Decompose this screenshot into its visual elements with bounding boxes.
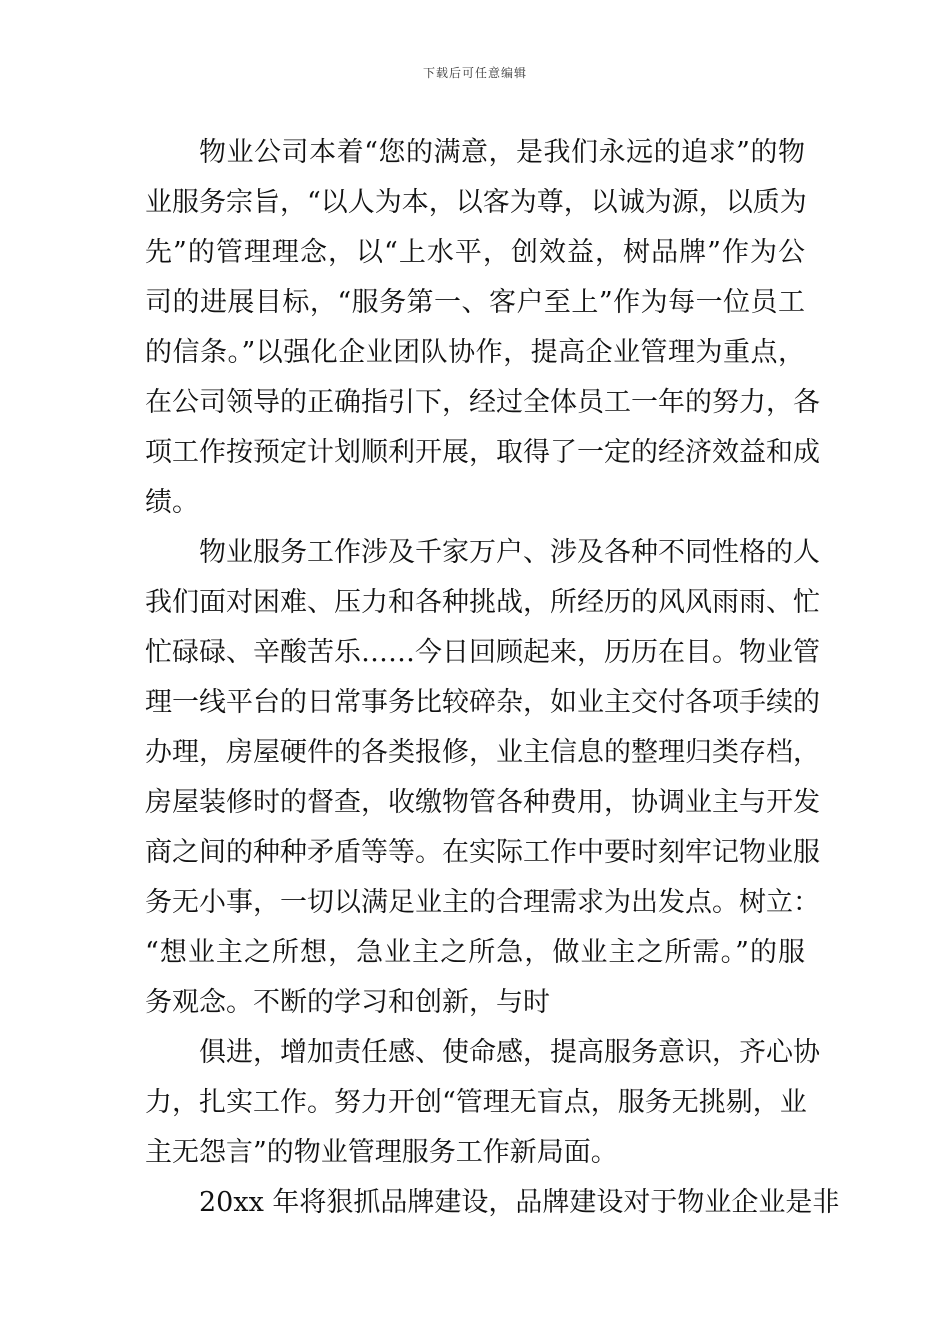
- paragraph-line: 我们面对困难、压力和各种挑战，所经历的风风雨雨、忙: [145, 587, 820, 618]
- paragraph-line: 务观念。不断的学习和创新，与时: [145, 987, 550, 1018]
- paragraph-line: “想业主之所想，急业主之所急，做业主之所需。”的服: [145, 937, 805, 968]
- paragraph-line: 理一线平台的日常事务比较碎杂，如业主交付各项手续的: [145, 687, 820, 718]
- paragraph-3: [145, 1028, 820, 1178]
- paragraph-line: 务无小事，一切以满足业主的合理需求为出发点。树立：: [145, 887, 820, 918]
- paragraph-4: [145, 1178, 840, 1228]
- paragraph-line: 物业公司本着“您的满意，是我们永远的追求”的物: [199, 137, 805, 168]
- paragraph-line: 先”的管理理念，以“上水平，创效益，树品牌”作为公: [145, 237, 805, 268]
- paragraph-line: 司的进展目标，“服务第一、客户至上”作为每一位员工: [145, 287, 805, 318]
- paragraph-line: 20xx 年将狠抓品牌建设，品牌建设对于物业企业是非: [199, 1187, 840, 1218]
- paragraph-1: [145, 128, 820, 528]
- paragraph-line: 忙碌碌、辛酸苦乐……今日回顾起来，历历在目。物业管: [145, 637, 820, 668]
- header-note: 下载后可任意编辑: [422, 66, 527, 80]
- paragraph-line: 在公司领导的正确指引下，经过全体员工一年的努力，各: [145, 387, 820, 418]
- paragraph-line: 力，扎实工作。努力开创“管理无盲点，服务无挑剔，业: [145, 1087, 807, 1118]
- paragraph-line: 的信条。”以强化企业团队协作，提高企业管理为重点，: [145, 337, 805, 368]
- paragraph-line: 绩。: [145, 487, 199, 518]
- body-text: [145, 128, 840, 1228]
- paragraph-line: 业服务宗旨，“以人为本，以客为尊，以诚为源，以质为: [145, 187, 807, 218]
- paragraph-2: [145, 528, 820, 1028]
- paragraph-line: 办理，房屋硬件的各类报修，业主信息的整理归类存档，: [145, 737, 820, 768]
- paragraph-line: 主无怨言”的物业管理服务工作新局面。: [145, 1137, 618, 1168]
- paragraph-line: 物业服务工作涉及千家万户、涉及各种不同性格的人: [199, 537, 820, 568]
- paragraph-line: 商之间的种种矛盾等等。在实际工作中要时刻牢记物业服: [145, 837, 820, 868]
- paragraph-line: 房屋装修时的督查，收缴物管各种费用，协调业主与开发: [145, 787, 820, 818]
- paragraph-line: 俱进，增加责任感、使命感，提高服务意识，齐心协: [199, 1037, 820, 1068]
- paragraph-line: 项工作按预定计划顺利开展，取得了一定的经济效益和成: [145, 437, 820, 468]
